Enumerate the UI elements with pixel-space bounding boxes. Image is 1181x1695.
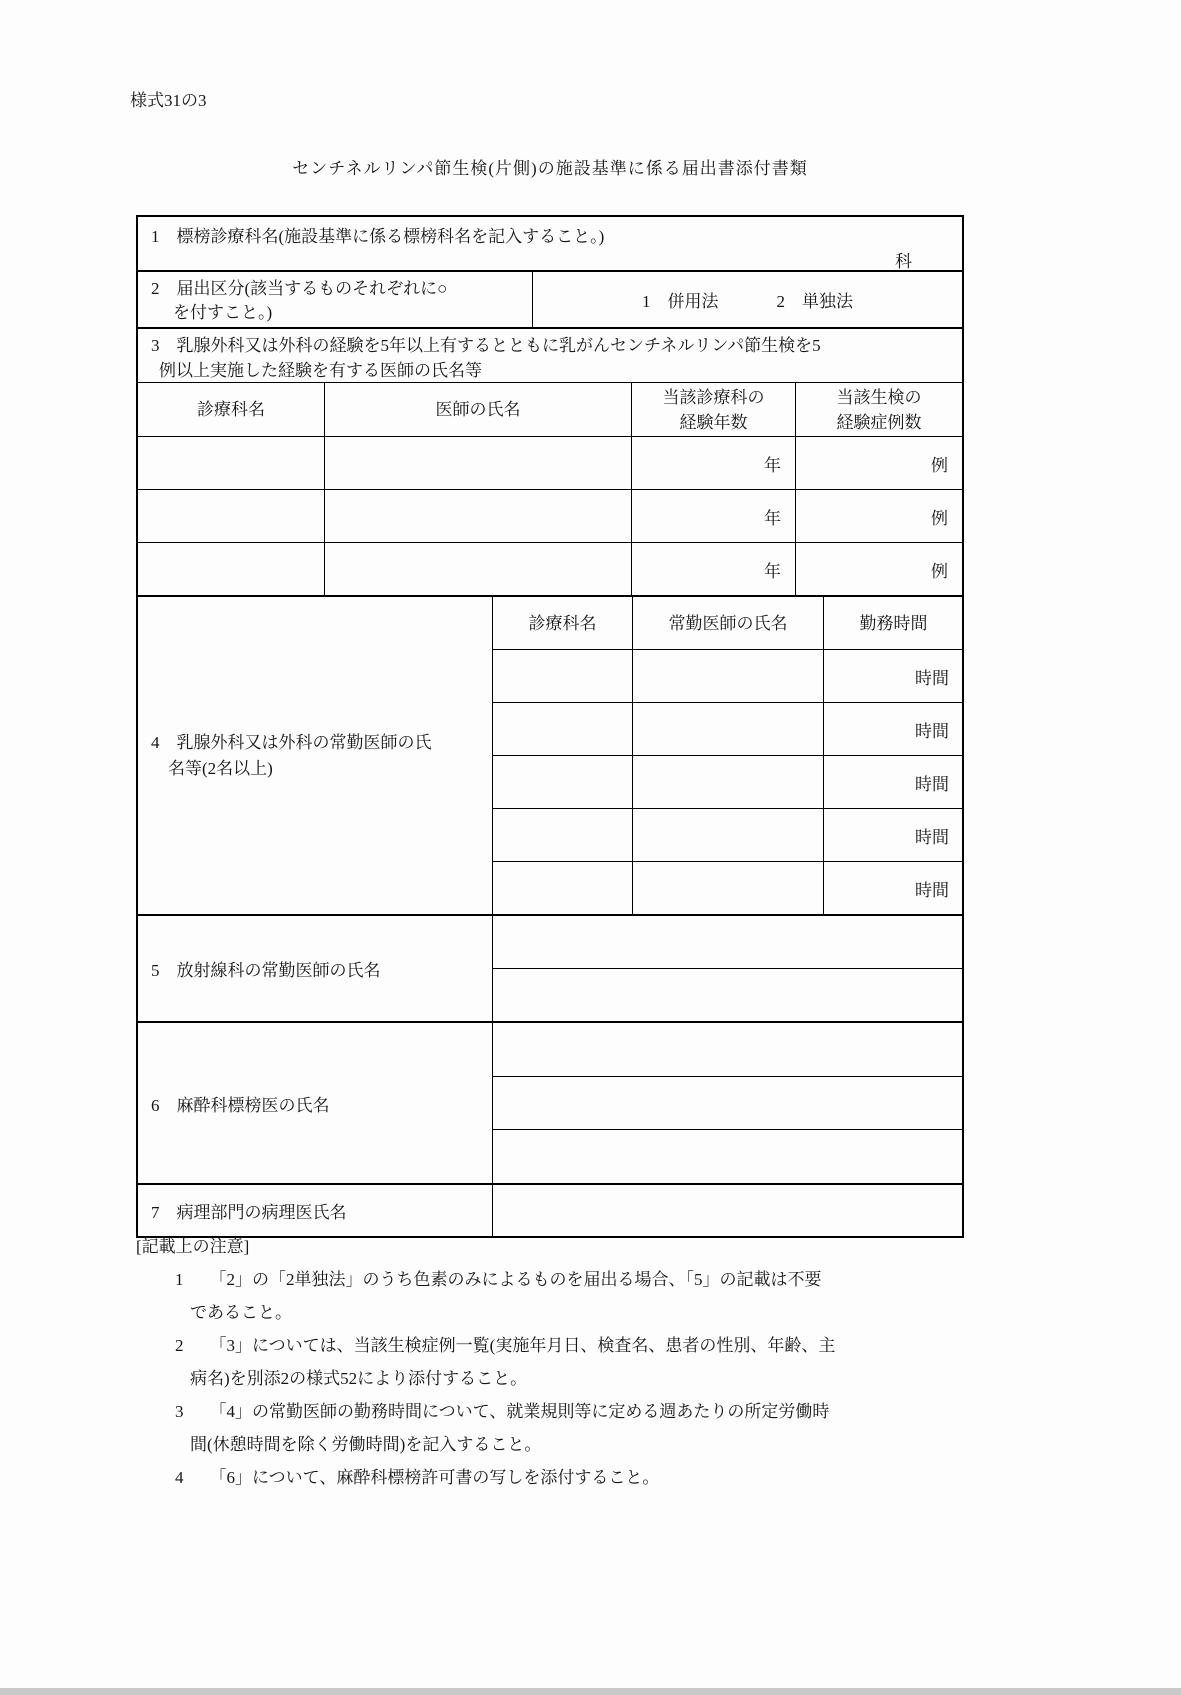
note-text: 「6」について、麻酔科標榜許可書の写しを添付すること。 bbox=[209, 1468, 660, 1487]
section-3-heading bbox=[138, 327, 962, 382]
section-2-label-line2: を付すこと。) bbox=[173, 303, 273, 322]
section-4-label-line1: 4 乳腺外科又は外科の常勤医師の氏 bbox=[151, 732, 432, 752]
section-5-label: 5 放射線科の常勤医師の氏名 bbox=[151, 961, 381, 980]
s4-col-header-fulltime-doctor-name: 常勤医師の氏名 bbox=[632, 597, 823, 649]
unit-year: 年 bbox=[631, 436, 795, 489]
unit-hours: 時間 bbox=[823, 861, 963, 914]
notes-section bbox=[136, 1230, 972, 1494]
note-line bbox=[175, 1263, 972, 1296]
note-item-2 bbox=[136, 1329, 972, 1395]
fill-cell-department bbox=[138, 542, 324, 595]
section-3-table bbox=[138, 382, 962, 595]
section-2-label bbox=[138, 272, 532, 327]
section-1-unit-ka: 科 bbox=[895, 252, 912, 271]
section-6-fill-rows bbox=[492, 1023, 962, 1183]
fill-cell-doctor-name bbox=[632, 808, 823, 861]
section-4-row bbox=[138, 595, 962, 914]
fill-cell-doctor-name bbox=[632, 702, 823, 755]
s3-col-header-experience-years: 当該診療科の 経験年数 bbox=[631, 383, 795, 436]
unit-hours: 時間 bbox=[823, 649, 963, 702]
section-3-heading-line1: 3 乳腺外科又は外科の経験を5年以上有するとともに乳がんセンチネルリンパ節生検を5 bbox=[151, 336, 821, 355]
fill-cell-doctor-name bbox=[632, 649, 823, 702]
unit-case: 例 bbox=[795, 489, 962, 542]
fill-cell-doctor-name bbox=[632, 755, 823, 808]
section-2-label-line1: 2 届出区分(該当するものそれぞれに○ bbox=[151, 279, 448, 298]
section-7-label: 7 病理部門の病理医氏名 bbox=[151, 1203, 347, 1222]
fill-cell-department bbox=[493, 702, 632, 755]
section-6-row bbox=[138, 1021, 962, 1183]
note-text-continued: 病名)を別添2の様式52により添付すること。 bbox=[190, 1369, 528, 1388]
fill-cell-department bbox=[493, 649, 632, 702]
section-3-heading-line2: 例以上実施した経験を有する医師の氏名等 bbox=[159, 361, 482, 380]
s4-col-header-department: 診療科名 bbox=[528, 613, 597, 633]
note-number: 1 bbox=[175, 1270, 184, 1289]
note-line bbox=[175, 1461, 972, 1494]
note-number: 2 bbox=[175, 1336, 184, 1355]
section-2-row bbox=[138, 270, 962, 327]
note-number: 4 bbox=[175, 1468, 184, 1487]
section-4-table bbox=[492, 597, 962, 914]
section-7-row bbox=[138, 1183, 962, 1236]
unit-year: 年 bbox=[631, 489, 795, 542]
s3-col-header-department: 診療科名 bbox=[197, 400, 265, 419]
fill-cell-anesthesiologist bbox=[493, 1023, 962, 1076]
section-2-option-single-method: 2 単独法 bbox=[776, 292, 853, 311]
unit-case: 例 bbox=[795, 542, 962, 595]
form-table bbox=[136, 215, 964, 1238]
s3-col-header-biopsy-cases: 当該生検の 経験症例数 bbox=[795, 383, 962, 436]
fill-cell-radiology-doctor bbox=[493, 916, 962, 968]
section-5-row bbox=[138, 914, 962, 1021]
section-2-options bbox=[532, 272, 962, 327]
fill-cell-doctor-name bbox=[324, 436, 631, 489]
note-line bbox=[175, 1329, 972, 1362]
fill-cell-department bbox=[138, 489, 324, 542]
page-bottom-edge bbox=[0, 1688, 1181, 1695]
s4-col-header-work-hours: 勤務時間 bbox=[823, 597, 963, 649]
fill-cell-pathologist bbox=[492, 1185, 962, 1236]
section-2-option-combined-method: 1 併用法 bbox=[642, 292, 719, 311]
note-item-1 bbox=[136, 1263, 972, 1329]
fill-cell-department bbox=[138, 436, 324, 489]
fill-cell-radiology-doctor bbox=[493, 968, 962, 1021]
section-1-row bbox=[138, 217, 962, 270]
fill-cell-anesthesiologist bbox=[493, 1129, 962, 1183]
notes-heading: [記載上の注意] bbox=[136, 1237, 250, 1256]
note-text: 「3」については、当該生検症例一覧(実施年月日、検査名、患者の性別、年齢、主 bbox=[209, 1336, 836, 1355]
section-4-label bbox=[138, 597, 492, 914]
note-text-continued: であること。 bbox=[190, 1303, 292, 1322]
section-4-label-line2: 名等(2名以上) bbox=[168, 758, 273, 778]
note-text-continued: 間(休憩時間を除く労働時間)を記入すること。 bbox=[190, 1435, 542, 1454]
s3-col-header-doctor-name: 医師の氏名 bbox=[324, 383, 631, 436]
fill-cell-department bbox=[493, 755, 632, 808]
fill-cell-doctor-name bbox=[632, 861, 823, 914]
fill-cell-doctor-name bbox=[324, 542, 631, 595]
note-text: 「4」の常勤医師の勤務時間について、就業規則等に定める週あたりの所定労働時 bbox=[209, 1402, 830, 1421]
note-item-3 bbox=[136, 1395, 972, 1461]
section-1-label: 1 標榜診療科名(施設基準に係る標榜科名を記入すること。) bbox=[151, 227, 605, 246]
note-text: 「2」の「2単独法」のうち色素のみによるものを届出る場合、「5」の記載は不要 bbox=[209, 1270, 822, 1289]
note-item-4 bbox=[136, 1461, 972, 1494]
document-title: センチネルリンパ節生検(片側)の施設基準に係る届出書添付書類 bbox=[292, 159, 808, 178]
fill-cell-doctor-name bbox=[324, 489, 631, 542]
fill-cell-department bbox=[493, 808, 632, 861]
note-line bbox=[175, 1395, 972, 1428]
unit-hours: 時間 bbox=[823, 755, 963, 808]
section-6-label: 6 麻酔科標榜医の氏名 bbox=[151, 1095, 330, 1115]
form-number: 様式31の3 bbox=[130, 91, 207, 110]
unit-hours: 時間 bbox=[823, 808, 963, 861]
fill-cell-department bbox=[493, 861, 632, 914]
unit-hours: 時間 bbox=[823, 702, 963, 755]
fill-cell-anesthesiologist bbox=[493, 1076, 962, 1129]
section-5-fill-rows bbox=[492, 916, 962, 1021]
note-number: 3 bbox=[175, 1402, 184, 1421]
unit-case: 例 bbox=[795, 436, 962, 489]
unit-year: 年 bbox=[631, 542, 795, 595]
